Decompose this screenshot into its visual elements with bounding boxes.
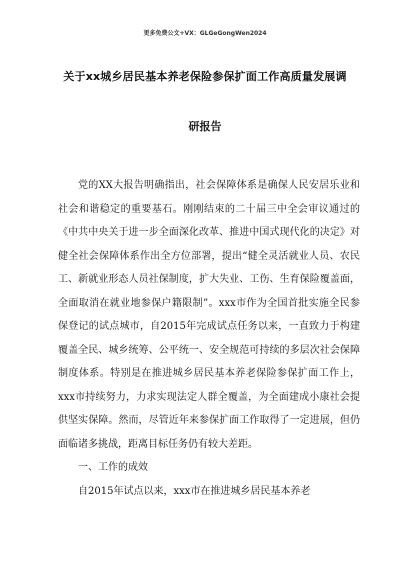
intro-paragraph: 党的XX大报告明确指出，社会保障体系是确保人民安居乐业和社会和谐稳定的重要基石。刚刚结束的二十届三中全会审议通过的《中共中央关于进一步全面深化改革、推进中国式现代化的决定》对健全社会保障体系作出全方位部署，提出“健全灵活就业人员、农民工、新就业形态人员社保制度，扩大失业、工伤、生育保险覆盖面，全面取消在就业地参保户籍限制”。xxx市作为全国首批实施全民参保登记的试点城市，自2015年完成试点任务以来，一直致力于构建覆盖全民、城乡统筹、公平统一、安全规范可持续的多层次社会保障制度体系。特别是在推进城乡居民基本养老保险参保扩面工作上，xxx市持续努力，力求实现法定人群全覆盖，为全面建成小康社会提供坚实保障。然而，尽管近年来参保扩面工作取得了一定进展，但仍面临诸多挑战，距离目标任务仍有较大差距。	[58, 180, 360, 450]
section-heading: 一、工作的成效	[78, 462, 148, 473]
section-paragraph: 自2015年试点以来，xxx市在推进城乡居民基本养老	[78, 485, 311, 497]
header-note: 更多免费公文+VX：GLGeGongWen2024	[143, 30, 267, 37]
document-title-line-1: 关于xx城乡居民基本养老保险参保扩面工作高质量发展调	[63, 70, 347, 83]
document-body	[58, 174, 360, 503]
document-title-line-2: 研报告	[188, 120, 222, 133]
